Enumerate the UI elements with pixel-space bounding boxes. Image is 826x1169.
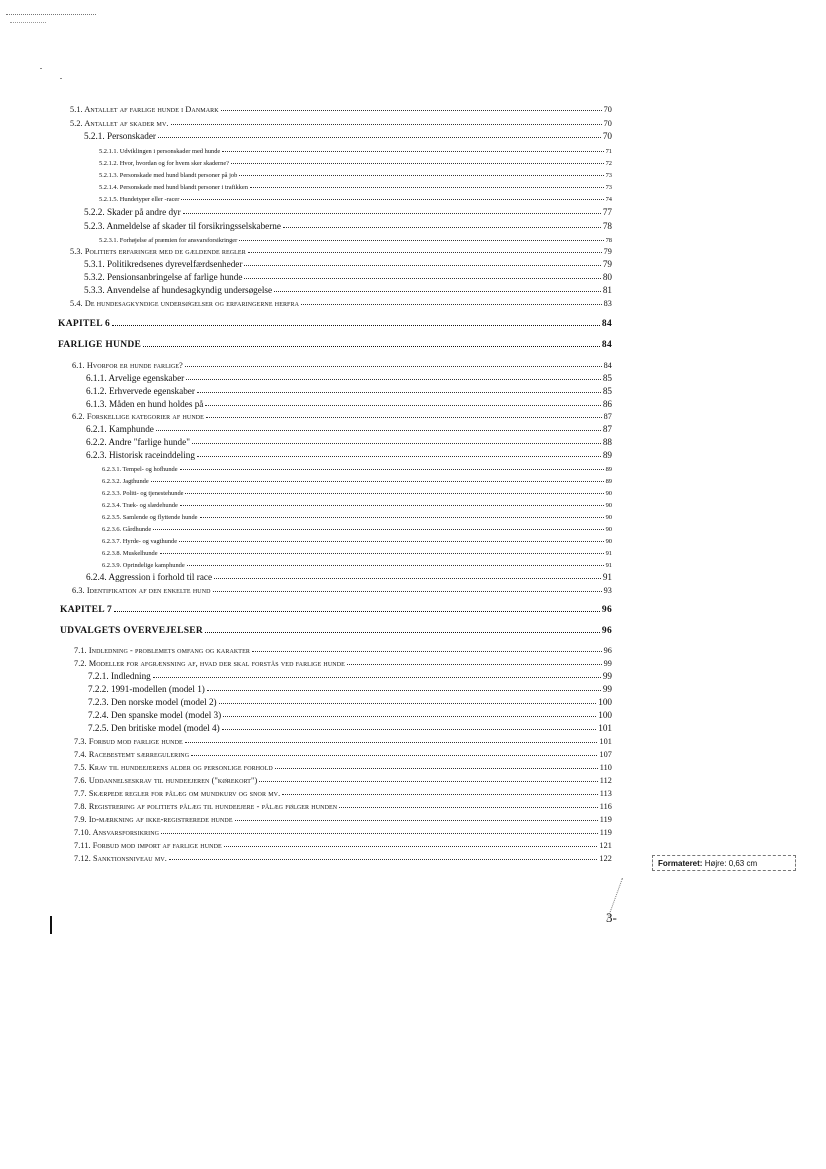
dot-leader [222, 729, 597, 730]
toc-entry-title: 7.2.4. Den spanske model (model 3) [88, 710, 222, 720]
toc-entry[interactable] [102, 521, 612, 533]
toc-page-number: 116 [599, 802, 612, 811]
toc-entry[interactable] [74, 747, 612, 759]
toc-page-number: 121 [599, 841, 612, 850]
toc-page-number: 93 [603, 586, 612, 595]
toc-page-number: 99 [602, 671, 612, 681]
toc-entry-title: 7.11. Forbud mod import af farlige hunde [74, 841, 222, 850]
toc-page-number: 84 [601, 340, 612, 350]
toc-entry-title: 7.1. Indledning - problemets omfang og karakter [74, 646, 250, 655]
toc-entry-title: 6.1.1. Arvelige egenskaber [86, 373, 185, 383]
toc-entry-title: 7.2.3. Den norske model (model 2) [88, 697, 217, 707]
dot-leader [186, 379, 601, 380]
dot-leader [259, 781, 597, 782]
toc-page-number: 101 [599, 737, 612, 746]
toc-page-number: 79 [602, 259, 612, 269]
toc-entry-title: 5.2.1.4. Personskade med hund blandt personer i trafikken [99, 184, 248, 191]
toc-entry[interactable] [88, 695, 612, 707]
toc-entry-title: 7.7. Skærpede regler for pålæg om mundkurv og snor mv. [74, 789, 281, 798]
toc-page-number: 90 [605, 514, 612, 521]
toc-page-number: 90 [605, 490, 612, 497]
toc-entry-title: 5.2. Antallet af skader mv. [70, 119, 169, 128]
toc-page-number: 90 [605, 502, 612, 509]
toc-entry[interactable] [88, 708, 612, 720]
dot-leader [185, 493, 603, 494]
dot-leader [185, 742, 598, 743]
dot-leader [275, 768, 598, 769]
toc-page-number: 119 [599, 815, 612, 824]
toc-entry[interactable] [88, 669, 612, 681]
toc-entry-title: 6.1.2. Erhvervede egenskaber [86, 386, 195, 396]
toc-page-number: 78 [602, 221, 612, 231]
toc-entry[interactable] [99, 179, 612, 191]
toc-entry-title: KAPITEL 7 [60, 605, 113, 615]
toc-page-number: 70 [602, 131, 612, 141]
toc-page-number: 70 [603, 119, 612, 128]
toc-entry[interactable] [102, 509, 612, 521]
toc-page-number: 100 [598, 697, 612, 707]
dot-leader [222, 151, 603, 152]
toc-entry-title: 6.2.3.3. Politi- og tjenestehunde [102, 490, 184, 497]
toc-entry[interactable] [84, 270, 612, 282]
toc-page-number: 112 [599, 776, 612, 785]
toc-entry-title: 6.2.3.1. Tempel- og hofhunde [102, 466, 178, 473]
toc-entry-title: 7.12. Sanktionsniveau mv. [74, 854, 167, 863]
dot-leader [274, 291, 601, 292]
toc-page-number: 70 [603, 105, 612, 114]
toc-page-number: 86 [602, 399, 612, 409]
toc-entry[interactable] [102, 497, 612, 509]
toc-entry-title: 6.2.3.4. Træk- og slædehunde [102, 502, 178, 509]
toc-page-number: 77 [602, 207, 612, 217]
toc-page-number: 119 [599, 828, 612, 837]
toc-entry[interactable] [74, 734, 612, 746]
toc-page-number: 90 [605, 526, 612, 533]
scan-artifact [6, 14, 96, 15]
toc-page-number: 89 [602, 450, 612, 460]
toc-page-number: 81 [602, 285, 612, 295]
dot-leader [207, 690, 601, 691]
dot-leader [151, 481, 604, 482]
dot-leader [197, 456, 601, 457]
toc-entry-title: 5.1. Antallet af farlige hunde i Danmark [70, 105, 219, 114]
toc-entry-title: 7.8. Registrering af politiets pålæg til hundeejere - pålæg følger hunden [74, 802, 338, 811]
dot-leader [282, 794, 597, 795]
toc-entry-title: 7.2. Modeller for afgrænsning af, hvad der skal forstås ved farlige hunde [74, 659, 345, 668]
toc-page-number: 74 [605, 196, 612, 203]
toc-entry-title: 7.9. Id-mærkning af ikke-registrerede hunde [74, 815, 233, 824]
toc-entry-title: 5.2.1.2. Hvor, hvordan og for hvem sker skaderne? [99, 160, 230, 167]
toc-entry[interactable] [86, 570, 612, 582]
dot-leader [181, 199, 603, 200]
toc-page-number: 87 [603, 412, 612, 421]
toc-page-number: 87 [602, 424, 612, 434]
toc-page-number: 91 [602, 572, 612, 582]
toc-entry-title: 7.2.5. Den britiske model (model 4) [88, 723, 220, 733]
dot-leader [250, 187, 604, 188]
toc-page-number: 85 [602, 373, 612, 383]
dot-leader [200, 517, 604, 518]
dot-leader [244, 278, 600, 279]
dot-leader [231, 163, 604, 164]
dot-leader [158, 137, 601, 138]
toc-page-number: 78 [605, 237, 612, 244]
toc-entry[interactable] [84, 283, 612, 295]
toc-entry-title: 7.3. Forbud mod farlige hunde [74, 737, 183, 746]
scan-speck [40, 68, 42, 69]
dot-leader [239, 175, 603, 176]
dot-leader [156, 430, 601, 431]
dot-leader [239, 240, 603, 241]
dot-leader [114, 611, 600, 612]
toc-page-number: 72 [605, 160, 612, 167]
toc-entry-title: 7.5. Krav til hundeejerens alder og personlige forhold [74, 763, 273, 772]
scan-speck [60, 78, 62, 79]
toc-entry-title: 6.1. Hvorfor er hunde farlige? [72, 361, 183, 370]
toc-page-number: 113 [599, 789, 612, 798]
toc-page-number: 101 [598, 723, 612, 733]
toc-entry[interactable] [84, 257, 612, 269]
toc-entry-title: 7.4. Racebestemt særregulering [74, 750, 190, 759]
toc-page-number: 91 [605, 550, 612, 557]
toc-entry-title: 5.2.1. Personskader [84, 131, 156, 141]
toc-entry[interactable] [102, 461, 612, 473]
toc-entry-title: 6.2.3.8. Muskelhunde [102, 550, 158, 557]
toc-page-number: 89 [605, 478, 612, 485]
toc-entry-title: 6.3. Identifikation af den enkelte hund [72, 586, 211, 595]
toc-entry[interactable] [88, 721, 612, 733]
toc-entry-title: FARLIGE HUNDE [58, 340, 142, 350]
toc-entry-title: 5.2.1.1. Udviklingen i personskader med hunde [99, 148, 221, 155]
toc-entry[interactable] [74, 838, 612, 850]
dot-leader [205, 405, 600, 406]
dot-leader [252, 651, 602, 652]
toc-entry[interactable] [86, 448, 612, 460]
dot-leader [143, 346, 600, 347]
toc-entry[interactable] [74, 643, 612, 655]
toc-entry-title: 6.1.3. Måden en hund holdes på [86, 399, 204, 409]
toc-entry[interactable] [99, 232, 612, 244]
toc-entry-title: 5.2.1.3. Personskade med hund blandt personer på job [99, 172, 238, 179]
dot-leader [221, 110, 602, 111]
toc-entry[interactable] [99, 191, 612, 203]
toc-entry-title: 6.2.3.6. Gårdhunde [102, 526, 152, 533]
toc-entry[interactable] [102, 533, 612, 545]
dot-leader [179, 541, 604, 542]
toc-entry-title: 5.2.3. Anmeldelse af skader til forsikringsselskaberne [84, 221, 281, 231]
toc-entry[interactable] [70, 116, 612, 128]
toc-entry[interactable] [86, 371, 612, 383]
dot-leader [153, 677, 601, 678]
toc-entry[interactable] [74, 786, 612, 798]
format-value: Højre: 0,63 cm [704, 859, 758, 868]
toc-entry[interactable] [86, 422, 612, 434]
format-label: Formateret: [658, 859, 703, 868]
toc-page-number: 73 [605, 172, 612, 179]
dot-leader [213, 591, 602, 592]
dot-leader [339, 807, 597, 808]
dot-leader [206, 417, 602, 418]
toc-page-number: 90 [605, 538, 612, 545]
toc-entry[interactable] [72, 583, 612, 595]
toc-entry-title: 5.3. Politiets erfaringer med de gældende regler [70, 247, 246, 256]
toc-entry[interactable] [102, 473, 612, 485]
toc-entry-title: 7.10. Ansvarsforsikring [74, 828, 160, 837]
toc-entry-title: 6.2.3.9. Oprindelige kamphunde [102, 562, 185, 569]
toc-entry[interactable] [102, 545, 612, 557]
toc-entry[interactable] [70, 296, 612, 308]
toc-chapter[interactable] [60, 624, 612, 636]
toc-entry[interactable] [102, 485, 612, 497]
toc-entry[interactable] [84, 205, 612, 217]
dot-leader [187, 565, 604, 566]
toc-entry-title: 5.3.1. Politikredsenes dyrevelfærdsenheder [84, 259, 243, 269]
toc-entry[interactable] [74, 825, 612, 837]
toc-entry[interactable] [74, 799, 612, 811]
dot-leader [160, 553, 604, 554]
toc-entry[interactable] [102, 557, 612, 569]
toc-entry[interactable] [74, 773, 612, 785]
toc-page-number: 83 [603, 299, 612, 308]
toc-chapter[interactable] [58, 338, 612, 350]
toc-page-number: 107 [599, 750, 612, 759]
toc-page-number: 91 [605, 562, 612, 569]
toc-entry-title: 7.2.1. Indledning [88, 671, 151, 681]
toc-entry[interactable] [74, 851, 612, 863]
toc-page-number: 80 [602, 272, 612, 282]
toc-entry[interactable] [74, 760, 612, 772]
toc-entry-title: 6.2.1. Kamphunde [86, 424, 154, 434]
toc-entry[interactable] [72, 409, 612, 421]
toc-page-number: 85 [602, 386, 612, 396]
toc-entry[interactable] [70, 102, 612, 114]
toc-entry-title: UDVALGETS OVERVEJELSER [60, 626, 204, 636]
toc-page-number: 84 [601, 319, 612, 329]
toc-entry[interactable] [99, 155, 612, 167]
toc-page-number: 100 [598, 710, 612, 720]
dot-leader [244, 265, 600, 266]
toc-page-number: 88 [602, 437, 612, 447]
toc-page-number: 96 [601, 605, 612, 615]
page-number: 3- [606, 910, 617, 925]
toc-entry-title: 6.2.4. Aggression i forhold til race [86, 572, 213, 582]
toc-entry[interactable] [74, 656, 612, 668]
dot-leader [248, 252, 602, 253]
toc-entry-title: 6.2.3.2. Jagthunde [102, 478, 149, 485]
toc-entry[interactable] [74, 812, 612, 824]
dot-leader [112, 325, 600, 326]
dot-leader [183, 213, 601, 214]
toc-entry-title: 7.6. Uddannelseskrav til hundeejeren ("kørekort") [74, 776, 258, 785]
toc-entry[interactable] [72, 358, 612, 370]
dot-leader [180, 469, 604, 470]
toc-page-number: 96 [601, 626, 612, 636]
toc-entry[interactable] [84, 129, 612, 141]
toc-page-number: 110 [599, 763, 612, 772]
dot-leader [347, 664, 602, 665]
dot-leader [161, 833, 598, 834]
toc-entry-title: 5.4. De hundesagkyndige undersøgelser og erfaringerne herfra [70, 299, 300, 308]
toc-page-number: 99 [602, 684, 612, 694]
change-bar [50, 916, 52, 934]
toc-entry-title: KAPITEL 6 [58, 319, 111, 329]
toc-entry-title: 5.3.3. Anvendelse af hundesagkyndig undersøgelse [84, 285, 273, 295]
toc-page-number: 122 [599, 854, 612, 863]
dot-leader [283, 227, 601, 228]
dot-leader [235, 820, 598, 821]
toc-chapter[interactable] [58, 317, 612, 329]
toc-entry-title: 6.2. Forskellige kategorier af hunde [72, 412, 204, 421]
dot-leader [192, 443, 601, 444]
toc-entry-title: 6.2.3.5. Samlende og flyttende hunde [102, 514, 198, 521]
toc-entry[interactable] [99, 143, 612, 155]
toc-entry-title: 7.2.2. 1991-modellen (model 1) [88, 684, 205, 694]
dot-leader [223, 716, 596, 717]
dot-leader [169, 859, 598, 860]
toc-page-number: 73 [605, 184, 612, 191]
scan-artifact [10, 22, 46, 23]
toc-entry-title: 5.2.3.1. Forhøjelse af præmien for ansvarsforsikringer [99, 237, 238, 244]
dot-leader [191, 755, 597, 756]
toc-page-number: 79 [603, 247, 612, 256]
toc-entry[interactable] [86, 384, 612, 396]
toc-entry-title: 5.3.2. Pensionsanbringelse af farlige hunde [84, 272, 243, 282]
dot-leader [214, 578, 601, 579]
dot-leader [171, 124, 602, 125]
toc-page-number: 71 [605, 148, 612, 155]
toc-entry[interactable] [88, 682, 612, 694]
format-comment-balloon[interactable] [652, 855, 796, 871]
dot-leader [301, 304, 602, 305]
toc-entry-title: 5.2.2. Skader på andre dyr [84, 207, 181, 217]
toc-entry[interactable] [70, 244, 612, 256]
dot-leader [205, 632, 600, 633]
dot-leader [153, 529, 603, 530]
toc-page-number: 89 [605, 466, 612, 473]
dot-leader [180, 505, 604, 506]
toc-page-number: 99 [603, 659, 612, 668]
toc-entry-title: 6.2.3. Historisk raceinddeling [86, 450, 195, 460]
toc-page-number: 96 [603, 646, 612, 655]
dot-leader [185, 366, 602, 367]
toc-entry[interactable] [86, 397, 612, 409]
dot-leader [219, 703, 597, 704]
toc-entry[interactable] [86, 435, 612, 447]
toc-page-number: 84 [603, 361, 612, 370]
toc-entry[interactable] [99, 167, 612, 179]
dot-leader [197, 392, 601, 393]
toc-entry[interactable] [84, 219, 612, 231]
dot-leader [224, 846, 598, 847]
toc-entry-title: 5.2.1.5. Hundetyper eller -racer [99, 196, 180, 203]
toc-chapter[interactable] [60, 603, 612, 615]
toc-entry-title: 6.2.3.7. Hyrde- og vagthunde [102, 538, 178, 545]
toc-entry-title: 6.2.2. Andre "farlige hunde" [86, 437, 190, 447]
